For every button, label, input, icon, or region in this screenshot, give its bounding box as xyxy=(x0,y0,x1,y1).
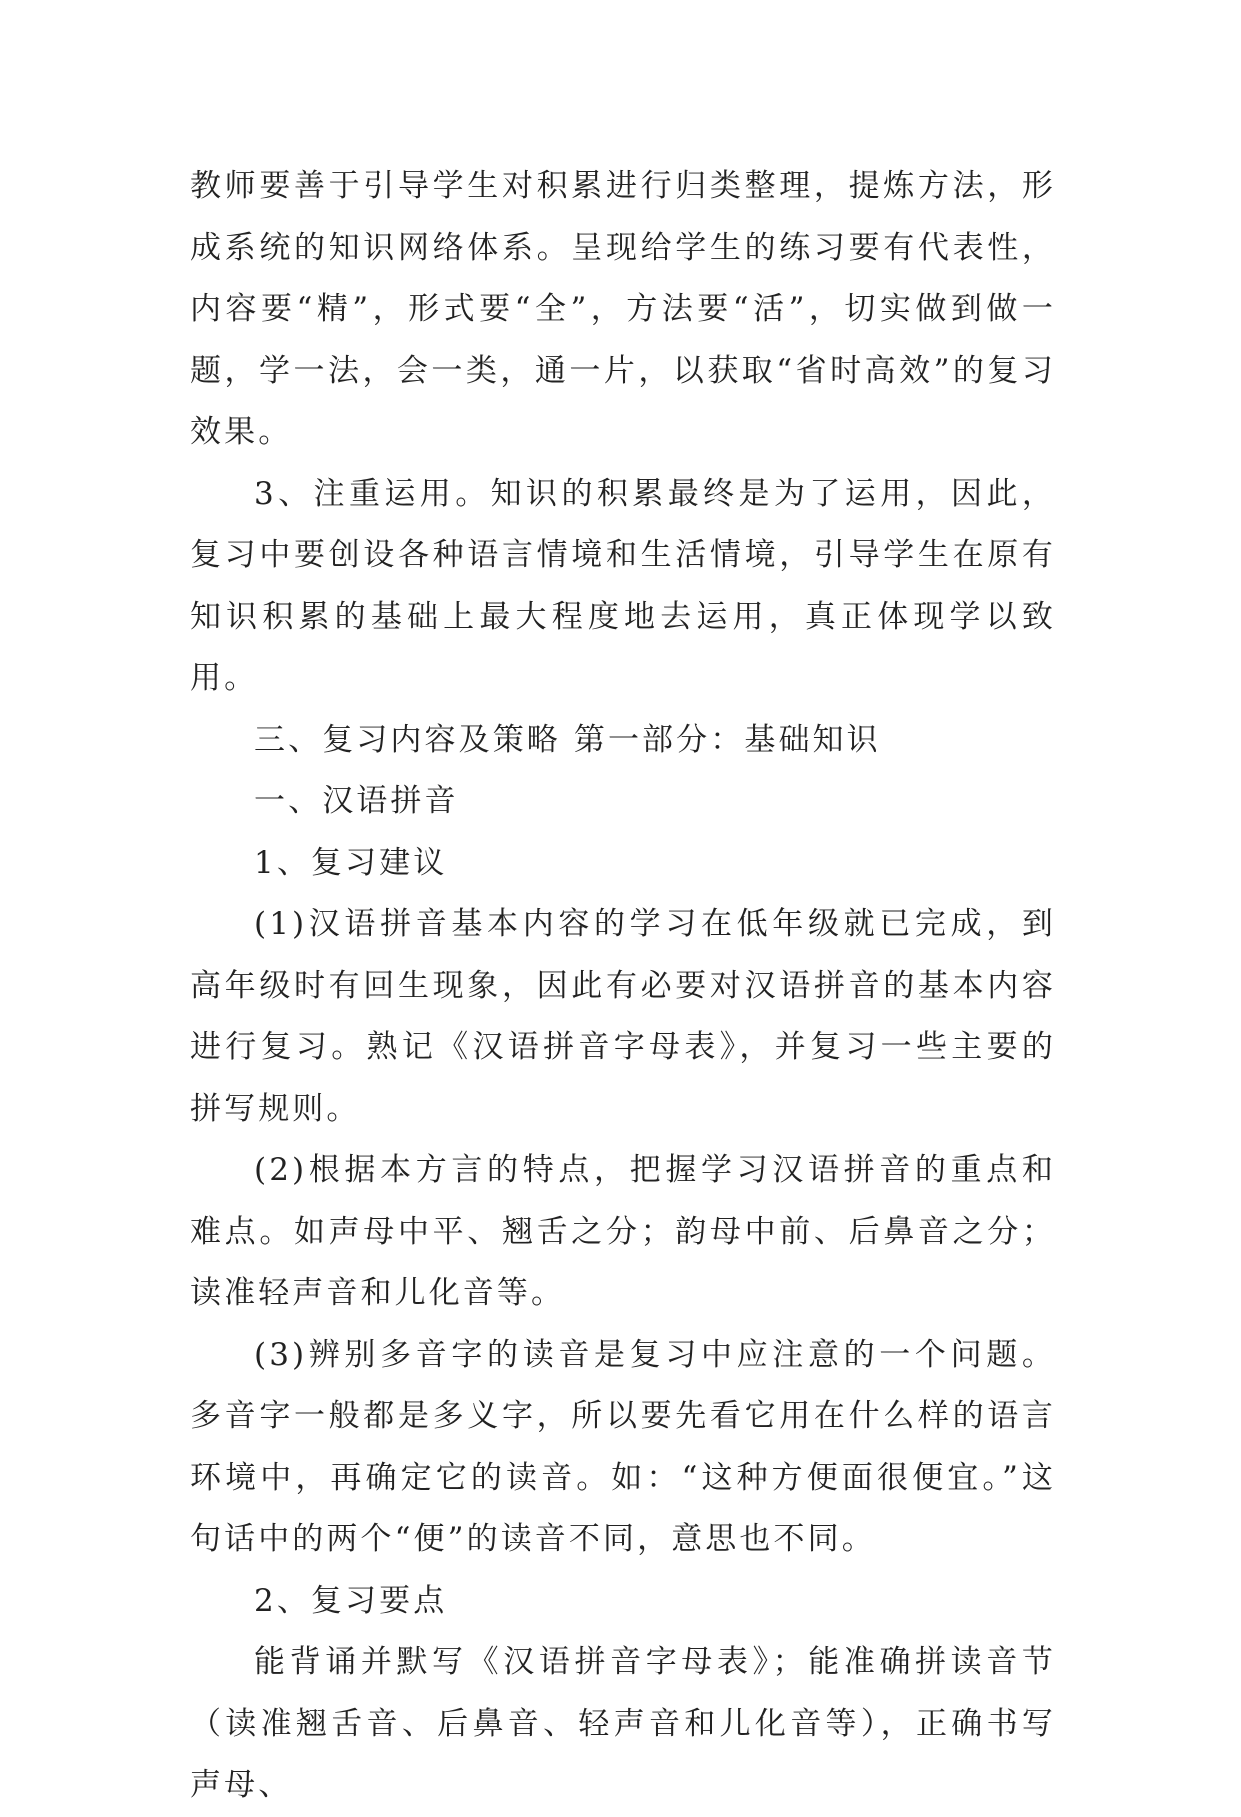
paragraph-review-points: 能背诵并默写《汉语拼音字母表》；能准确拼读音节（读准翘舌音、后鼻音、轻声音和儿化音等），正确书写声母、 xyxy=(190,1644,1056,1803)
paragraph-emphasize-application: 3、注重运用。知识的积累最终是为了运用，因此，复习中要创设各种语言情境和生活情境，引导学生在原有知识积累的基础上最大程度地去运用，真正体现学以致用。 xyxy=(190,475,1056,696)
section-heading-review-content: 三、复习内容及策略 第一部分：基础知识 xyxy=(254,721,881,758)
paragraph-accumulation-summary: 教师要善于引导学生对积累进行归类整理，提炼方法，形成系统的知识网络体系。呈现给学生的练习要有代表性，内容要“精”，形式要“全”，方法要“活”，切实做到做一题，学一法，会一类，通一片，以获取“省时高效”的复习效果。 xyxy=(190,168,1056,450)
subsection-heading-review-suggestions: 1、复习建议 xyxy=(254,844,448,881)
document-body xyxy=(190,156,1056,1817)
paragraph-suggestion-3: (3)辨别多音字的读音是复习中应注意的一个问题。多音字一般都是多义字，所以要先看它用在什么样的语言环境中，再确定它的读音。如：“这种方便面很便宜。”这句话中的两个“便”的读音不同，意思也不同。 xyxy=(190,1336,1056,1557)
subsection-heading-pinyin: 一、汉语拼音 xyxy=(254,783,459,819)
subsection-heading-review-points: 2、复习要点 xyxy=(254,1582,448,1619)
paragraph-suggestion-2: (2)根据本方言的特点，把握学习汉语拼音的重点和难点。如声母中平、翘舌之分；韵母中前、后鼻音之分；读准轻声音和儿化音等。 xyxy=(190,1152,1056,1311)
paragraph-suggestion-1: (1)汉语拼音基本内容的学习在低年级就已完成，到高年级时有回生现象，因此有必要对汉语拼音的基本内容进行复习。熟记《汉语拼音字母表》，并复习一些主要的拼写规则。 xyxy=(190,906,1056,1127)
